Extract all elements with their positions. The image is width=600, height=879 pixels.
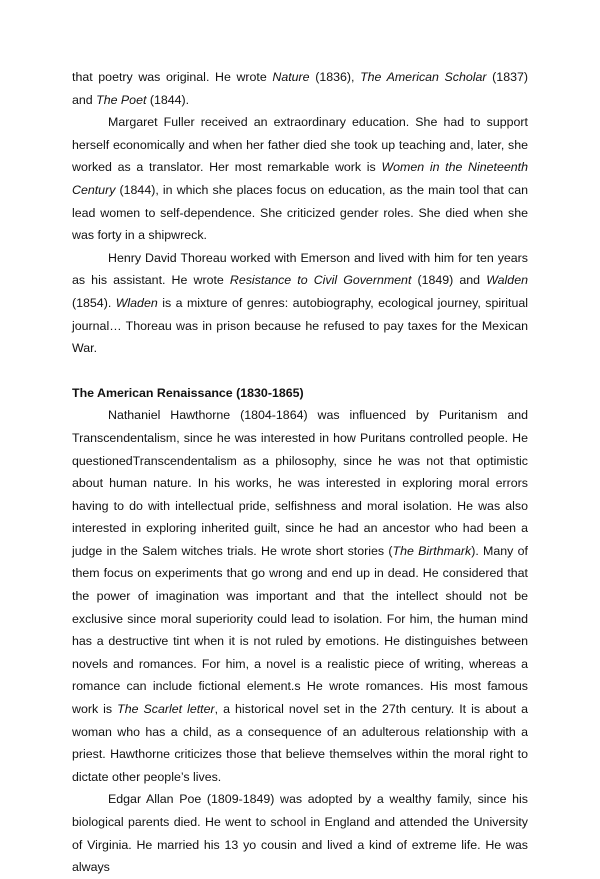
title-american-scholar: The American Scholar <box>360 70 487 84</box>
title-resistance-civil-government: Resistance to Civil Government <box>229 273 412 288</box>
title-nature: Nature <box>272 70 310 84</box>
paragraph-emerson-works: that poetry was original. He wrote Nature (1836), The American Scholar (1837) and The Poet (1844). <box>72 70 528 107</box>
title-wladen: Wladen <box>115 295 158 310</box>
title-the-birthmark: The Birthmark <box>392 543 472 558</box>
paragraph-margaret-fuller: Margaret Fuller received an extraordinary education. She had to support herself economically and when her father died she took up teaching and, later, she worked as a translator. Her most remarkable work is Women in the Nineteenth Century (1844), in which she places focus on education, as the main tool that can lead women to self-dependence. She criticized gender roles. She died when she was forty in a shipwreck. <box>72 115 528 243</box>
document-page <box>72 66 528 879</box>
title-walden: Walden <box>486 273 528 288</box>
paragraph-hawthorne: Nathaniel Hawthorne (1804-1864) was influenced by Puritanism and Transcendentalism, since he was interested in how Puritans controlled people. He questionedTranscendentalism as a philosophy, since he was not that optimistic about human nature. In his works, he was interested in exploring moral errors having to do with intellectual pride, selfishness and moral isolation. He was also interested in exploring inherited guilt, since he had an ancestor who had been a judge in the Salem witches trials. He wrote short stories (The Birthmark). Many of them focus on experiments that go wrong and end up in dead. He considered that the power of imagination was important and that the intellect should not be exclusive since moral superiority could lead to isolation. For him, the human mind has a destructive tint when it is not ruled by emotions. He distinguishes between novels and romances. For him, a novel is a realistic piece of writing, whereas a romance can include fictional element.s He wrote romances. His most famous work is The Scarlet letter, a historical novel set in the 27th century. It is about a woman who has a child, as a consequence of an adulterous relationship with a priest. Hawthorne criticizes those that believe themselves within the moral right to dictate other people’s lives. <box>72 408 528 784</box>
title-the-poet: The Poet <box>96 92 147 107</box>
paragraph-poe: Edgar Allan Poe (1809-1849) was adopted by a wealthy family, since his biological parents died. He went to school in England and attended the University of Virginia. He married his 13 yo cousin and lived a kind of extreme life. He was always <box>72 792 528 875</box>
title-women-nineteenth-century: Women in the Nineteenth Century <box>72 160 528 197</box>
paragraph-thoreau: Henry David Thoreau worked with Emerson and lived with him for ten years as his assistant. He wrote Resistance to Civil Government (1849) and Walden (1854). Wladen is a mixture of genres: autobiography, ecological journey, spiritual journal… Thoreau was in prison because he refused to pay taxes for the Mexican War. <box>72 250 528 356</box>
title-scarlet-letter: The Scarlet letter <box>117 702 215 717</box>
section-heading: The American Renaissance (1830-1865) <box>72 385 304 400</box>
